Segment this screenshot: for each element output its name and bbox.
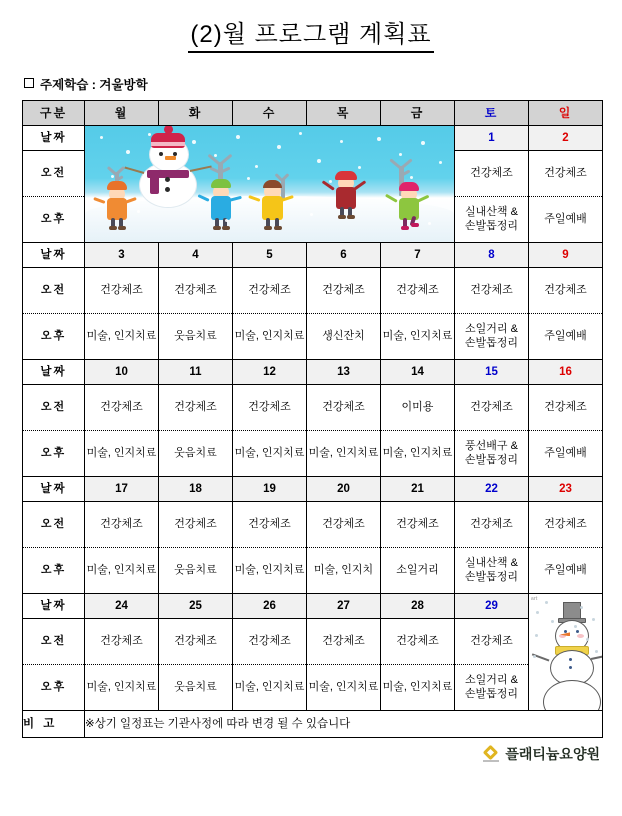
date-cell: 21 xyxy=(381,477,455,502)
row-label-morning: 오전 xyxy=(23,268,85,314)
week5-morning-row xyxy=(23,619,603,665)
date-cell: 1 xyxy=(455,126,529,151)
date-cell: 8 xyxy=(455,243,529,268)
activity-cell: 건강체조 xyxy=(381,268,455,314)
activity-cell: 건강체조 xyxy=(529,151,603,197)
week1-date-row xyxy=(23,126,603,151)
week3-afternoon-row xyxy=(23,431,603,477)
activity-cell: 풍선배구 & 손발톱정리 xyxy=(455,431,529,477)
header-tue: 화 xyxy=(159,101,233,126)
activity-cell: 웃음치료 xyxy=(159,314,233,360)
subtitle-theme-study xyxy=(24,75,622,93)
date-cell: 15 xyxy=(455,360,529,385)
date-cell: 27 xyxy=(307,594,381,619)
activity-cell: 소일거리 & 손발톱정리 xyxy=(455,665,529,711)
row-label-afternoon: 오후 xyxy=(23,197,85,243)
row-label-date: 날짜 xyxy=(23,477,85,502)
activity-cell: 건강체조 xyxy=(159,619,233,665)
schedule-table xyxy=(22,100,603,738)
header-fri: 금 xyxy=(381,101,455,126)
activity-cell: 건강체조 xyxy=(455,268,529,314)
activity-cell: 생신잔치 xyxy=(307,314,381,360)
activity-cell: 미술, 인지치료 xyxy=(307,665,381,711)
snowman-outline-scene xyxy=(529,594,602,710)
activity-cell: 실내산책 & 손발톱정리 xyxy=(455,197,529,243)
subtitle-text: 주제학습 : 겨울방학 xyxy=(40,78,148,93)
date-cell: 14 xyxy=(381,360,455,385)
activity-cell: 건강체조 xyxy=(455,151,529,197)
remark-label: 비 고 xyxy=(23,711,85,738)
row-label-afternoon: 오후 xyxy=(23,665,85,711)
activity-cell: 미술, 인지치료 xyxy=(307,431,381,477)
activity-cell: 건강체조 xyxy=(307,502,381,548)
week3-morning-row xyxy=(23,385,603,431)
activity-cell: 건강체조 xyxy=(159,502,233,548)
date-cell: 26 xyxy=(233,594,307,619)
activity-cell: 건강체조 xyxy=(159,385,233,431)
activity-cell: 건강체조 xyxy=(85,619,159,665)
organization-name: 플래티늄요양원 xyxy=(505,746,600,763)
week2-date-row xyxy=(23,243,603,268)
activity-cell: 건강체조 xyxy=(233,619,307,665)
activity-cell: 소일거리 & 손발톱정리 xyxy=(455,314,529,360)
row-label-morning: 오전 xyxy=(23,385,85,431)
date-cell: 11 xyxy=(159,360,233,385)
remark-text: ※상기 일정표는 기관사정에 따라 변경 될 수 있습니다 xyxy=(85,711,603,738)
table-header-row xyxy=(23,101,603,126)
date-cell: 20 xyxy=(307,477,381,502)
date-cell: 22 xyxy=(455,477,529,502)
row-label-date: 날짜 xyxy=(23,360,85,385)
row-label-date: 날짜 xyxy=(23,126,85,151)
date-cell: 4 xyxy=(159,243,233,268)
activity-cell: 미술, 인지치료 xyxy=(85,314,159,360)
outline-snowman-illustration xyxy=(529,594,603,711)
date-cell: 25 xyxy=(159,594,233,619)
footer-logo xyxy=(0,744,600,764)
activity-cell: 미술, 인지치료 xyxy=(85,665,159,711)
header-thu: 목 xyxy=(307,101,381,126)
row-label-morning: 오전 xyxy=(23,619,85,665)
page-title: (2)월 프로그램 계획표 xyxy=(188,22,433,53)
date-cell: 16 xyxy=(529,360,603,385)
activity-cell: 미술, 인지치료 xyxy=(381,314,455,360)
week4-morning-row xyxy=(23,502,603,548)
week3-date-row xyxy=(23,360,603,385)
date-cell: 19 xyxy=(233,477,307,502)
snowman-base xyxy=(543,680,601,710)
header-kind: 구분 xyxy=(23,101,85,126)
date-cell: 28 xyxy=(381,594,455,619)
activity-cell: 미술, 인지치 xyxy=(307,548,381,594)
activity-cell: 주일예배 xyxy=(529,197,603,243)
date-cell: 6 xyxy=(307,243,381,268)
date-cell: 29 xyxy=(455,594,529,619)
activity-cell: 건강체조 xyxy=(307,268,381,314)
row-label-morning: 오전 xyxy=(23,151,85,197)
winter-snowman-children-illustration xyxy=(85,126,455,243)
square-bullet-icon xyxy=(24,78,34,88)
image-watermark: art xyxy=(531,596,538,603)
activity-cell: 웃음치료 xyxy=(159,665,233,711)
header-wed: 수 xyxy=(233,101,307,126)
date-cell: 7 xyxy=(381,243,455,268)
date-cell: 24 xyxy=(85,594,159,619)
row-label-date: 날짜 xyxy=(23,594,85,619)
activity-cell: 미술, 인지치료 xyxy=(233,314,307,360)
activity-cell: 건강체조 xyxy=(529,385,603,431)
row-label-afternoon: 오후 xyxy=(23,431,85,477)
activity-cell: 주일예배 xyxy=(529,431,603,477)
activity-cell: 미술, 인지치료 xyxy=(381,665,455,711)
activity-cell: 건강체조 xyxy=(307,385,381,431)
date-cell: 3 xyxy=(85,243,159,268)
activity-cell: 건강체조 xyxy=(381,502,455,548)
activity-cell: 건강체조 xyxy=(85,385,159,431)
activity-cell: 건강체조 xyxy=(529,268,603,314)
remark-row xyxy=(23,711,603,738)
activity-cell: 건강체조 xyxy=(159,268,233,314)
activity-cell: 웃음치료 xyxy=(159,431,233,477)
week2-afternoon-row xyxy=(23,314,603,360)
activity-cell: 건강체조 xyxy=(233,502,307,548)
activity-cell: 미술, 인지치료 xyxy=(233,431,307,477)
activity-cell: 건강체조 xyxy=(455,385,529,431)
activity-cell: 미술, 인지치료 xyxy=(381,431,455,477)
activity-cell: 소일거리 xyxy=(381,548,455,594)
activity-cell: 건강체조 xyxy=(233,268,307,314)
activity-cell: 건강체조 xyxy=(381,619,455,665)
date-cell: 18 xyxy=(159,477,233,502)
illustration-scene xyxy=(85,126,454,242)
week4-date-row xyxy=(23,477,603,502)
activity-cell: 건강체조 xyxy=(455,502,529,548)
date-cell: 10 xyxy=(85,360,159,385)
date-cell: 12 xyxy=(233,360,307,385)
activity-cell: 건강체조 xyxy=(85,268,159,314)
row-label-morning: 오전 xyxy=(23,502,85,548)
date-cell: 5 xyxy=(233,243,307,268)
row-label-afternoon: 오후 xyxy=(23,314,85,360)
header-sun: 일 xyxy=(529,101,603,126)
week5-date-row xyxy=(23,594,603,619)
activity-cell: 실내산책 & 손발톱정리 xyxy=(455,548,529,594)
header-sat: 토 xyxy=(455,101,529,126)
week5-afternoon-row xyxy=(23,665,603,711)
activity-cell: 주일예배 xyxy=(529,314,603,360)
date-cell: 13 xyxy=(307,360,381,385)
date-cell: 23 xyxy=(529,477,603,502)
header-mon: 월 xyxy=(85,101,159,126)
platinum-diamond-logo-icon xyxy=(483,746,499,762)
date-cell: 9 xyxy=(529,243,603,268)
date-cell: 17 xyxy=(85,477,159,502)
row-label-date: 날짜 xyxy=(23,243,85,268)
activity-cell: 미술, 인지치료 xyxy=(233,548,307,594)
week4-afternoon-row xyxy=(23,548,603,594)
week2-morning-row xyxy=(23,268,603,314)
row-label-afternoon: 오후 xyxy=(23,548,85,594)
activity-cell: 건강체조 xyxy=(233,385,307,431)
activity-cell: 웃음치료 xyxy=(159,548,233,594)
activity-cell: 미술, 인지치료 xyxy=(85,431,159,477)
activity-cell: 주일예배 xyxy=(529,548,603,594)
schedule-table-wrapper xyxy=(22,100,602,738)
page-title-wrapper xyxy=(0,0,622,53)
activity-cell: 미술, 인지치료 xyxy=(85,548,159,594)
activity-cell: 미술, 인지치료 xyxy=(233,665,307,711)
activity-cell: 건강체조 xyxy=(455,619,529,665)
date-cell: 2 xyxy=(529,126,603,151)
activity-cell: 이미용 xyxy=(381,385,455,431)
activity-cell: 건강체조 xyxy=(529,502,603,548)
activity-cell: 건강체조 xyxy=(85,502,159,548)
activity-cell: 건강체조 xyxy=(307,619,381,665)
